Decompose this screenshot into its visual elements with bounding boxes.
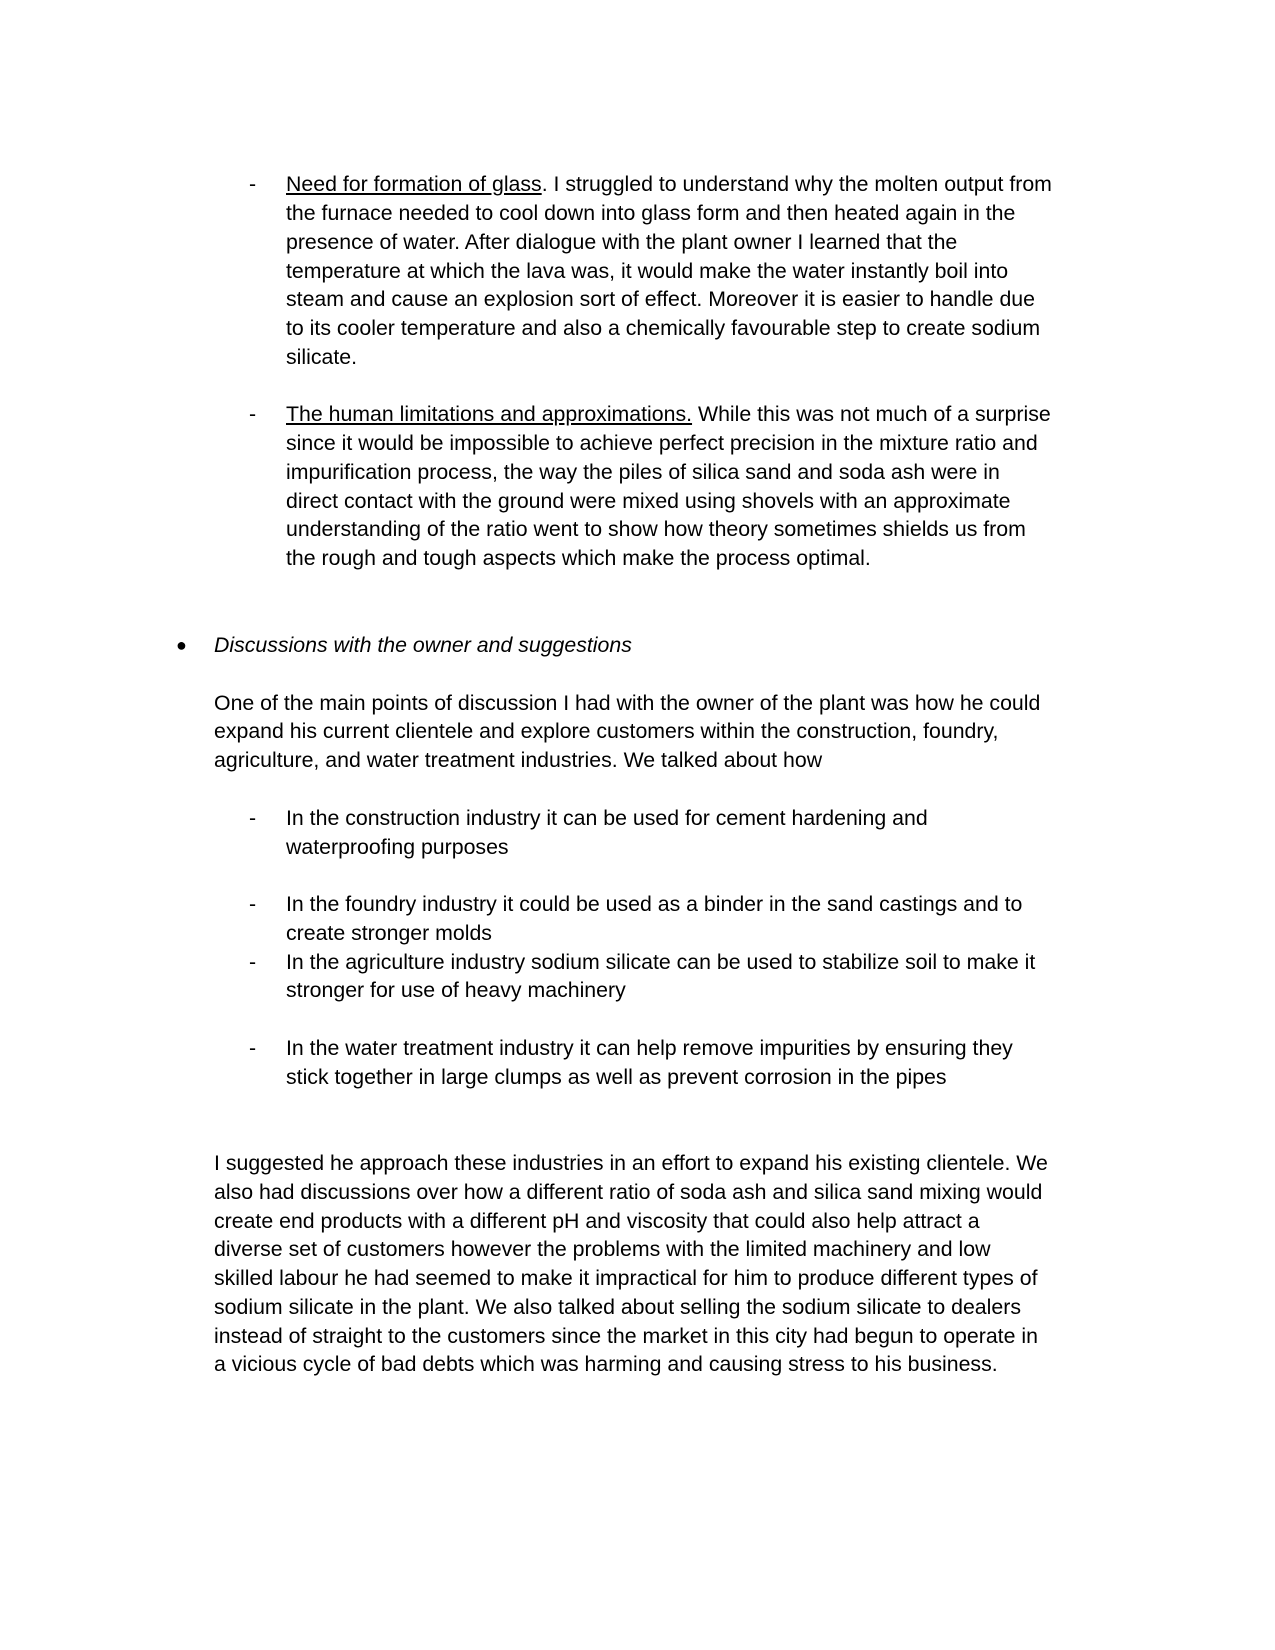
text-line: to its cooler temperature and also a chemically favourable step to create sodium xyxy=(286,316,1041,340)
text-line: create end products with a different pH and viscosity that could also help attract a xyxy=(214,1209,980,1233)
text-line: create stronger molds xyxy=(286,921,492,945)
text-line: instead of straight to the customers since the market in this city had begun to operate in xyxy=(214,1324,1038,1348)
dash-marker: - xyxy=(249,950,257,974)
dash-marker: - xyxy=(249,402,257,426)
text-line: since it would be impossible to achieve perfect precision in the mixture ratio and xyxy=(286,431,1038,455)
bullet-marker: ● xyxy=(176,635,187,655)
text-line: a vicious cycle of bad debts which was harming and causing stress to his business. xyxy=(214,1352,998,1376)
text-line: sodium silicate in the plant. We also talked about selling the sodium silicate to dealers xyxy=(214,1295,1021,1319)
list-item-agriculture: In the agriculture industry sodium silicate can be used to stabilize soil to make it xyxy=(286,950,1036,974)
text-line: the furnace needed to cool down into glass form and then heated again in the xyxy=(286,201,1016,225)
section-title: Discussions with the owner and suggestions xyxy=(214,633,632,657)
text-line: silicate. xyxy=(286,345,358,369)
text-line: the rough and tough aspects which make the process optimal. xyxy=(286,546,871,570)
text-line: direct contact with the ground were mixed using shovels with an approximate xyxy=(286,489,1011,513)
text-line: presence of water. After dialogue with the plant owner I learned that the xyxy=(286,230,958,254)
dash-marker: - xyxy=(249,172,257,196)
text-line: temperature at which the lava was, it would make the water instantly boil into xyxy=(286,259,1009,283)
list-item-glass-formation: Need for formation of glass. I struggled to understand why the molten output from xyxy=(286,172,1052,196)
list-item-water-treatment: In the water treatment industry it can help remove impurities by ensuring they xyxy=(286,1036,1013,1060)
list-item-construction: In the construction industry it can be used for cement hardening and xyxy=(286,806,928,830)
text-line: impurification process, the way the piles of silica sand and soda ash were in xyxy=(286,460,1000,484)
dash-marker: - xyxy=(249,1036,257,1060)
text-line: also had discussions over how a different ratio of soda ash and silica sand mixing would xyxy=(214,1180,1043,1204)
text-line: steam and cause an explosion sort of effect. Moreover it is easier to handle due xyxy=(286,287,1035,311)
text-line: stick together in large clumps as well as prevent corrosion in the pipes xyxy=(286,1065,947,1089)
list-item-human-limitations: The human limitations and approximations. While this was not much of a surprise xyxy=(286,402,1051,426)
text-line: I suggested he approach these industries in an effort to expand his existing clientele. We xyxy=(214,1151,1048,1175)
text-line: expand his current clientele and explore customers within the construction, foundry, xyxy=(214,719,999,743)
text-line: diverse set of customers however the problems with the limited machinery and low xyxy=(214,1237,991,1261)
dash-marker: - xyxy=(249,806,257,830)
item-heading: Need for formation of glass xyxy=(286,172,542,196)
text-line: agriculture, and water treatment industries. We talked about how xyxy=(214,748,823,772)
list-item-foundry: In the foundry industry it could be used as a binder in the sand castings and to xyxy=(286,892,1023,916)
text-line: One of the main points of discussion I had with the owner of the plant was how he could xyxy=(214,691,1041,715)
item-heading: The human limitations and approximations. xyxy=(286,402,693,426)
text-line: understanding of the ratio went to show how theory sometimes shields us from xyxy=(286,517,1026,541)
text-line: stronger for use of heavy machinery xyxy=(286,978,626,1002)
text-line: waterproofing purposes xyxy=(286,835,509,859)
text-line: skilled labour he had seemed to make it impractical for him to produce different types of xyxy=(214,1266,1038,1290)
dash-marker: - xyxy=(249,892,257,916)
